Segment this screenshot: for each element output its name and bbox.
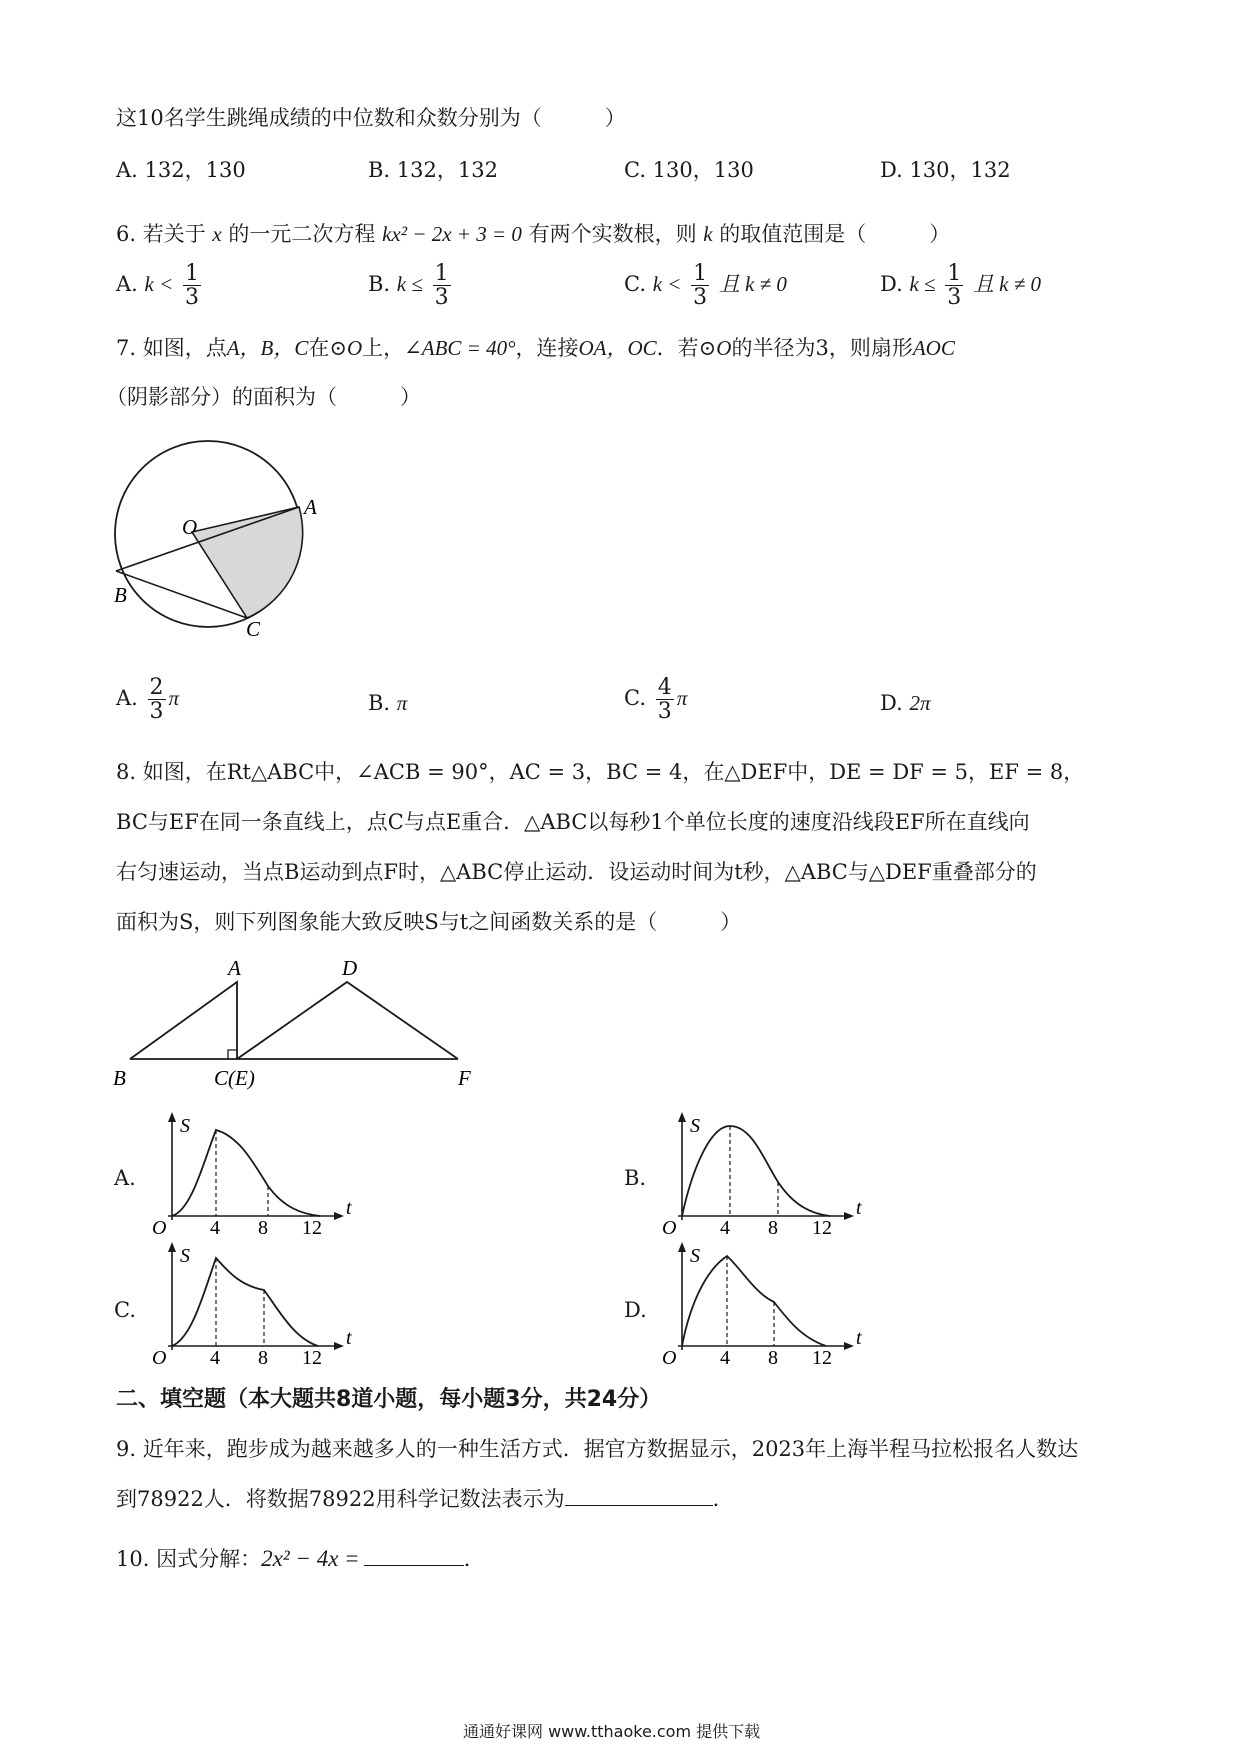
right-angle-mark (228, 1050, 237, 1059)
tick-label: 4 (210, 1347, 220, 1365)
option-relation: k ≤ (909, 272, 936, 297)
tick-label: 12 (812, 1347, 832, 1365)
option-label: C. (624, 272, 646, 297)
fraction (945, 262, 963, 309)
q8-triangles-figure (110, 955, 490, 1090)
graph-curve (172, 1130, 320, 1216)
q6-option-a (116, 262, 204, 309)
y-axis-arrow (678, 1112, 686, 1122)
page-footer: 通通好课网 www.tthaoke.com 提供下载 (463, 1722, 761, 1741)
fraction-numerator: 1 (693, 261, 708, 286)
tick-label: 8 (258, 1217, 268, 1235)
pi-symbol: π (168, 686, 180, 711)
fraction-numerator: 1 (184, 261, 199, 286)
y-axis-label: S (690, 1245, 700, 1267)
q7-line1 (116, 338, 955, 359)
tick-label: 8 (768, 1217, 778, 1235)
q8-line1: 8. 如图，在Rt△ABC中，∠ACB = 90°，AC = 3，BC = 4，在△DEF中，DE = DF = 5，EF = 8， (116, 760, 1085, 784)
q9-text: 到78922人．将数据78922用科学记数法表示为 (116, 1487, 565, 1511)
option-suffix: 且 k ≠ 0 (718, 272, 787, 297)
q7-circle-figure (100, 440, 340, 650)
tick-label: 8 (768, 1347, 778, 1365)
tick-label: 4 (210, 1217, 220, 1235)
x-axis-arrow (844, 1342, 854, 1350)
q7-angle: ∠ABC = 40° (404, 336, 516, 360)
label-c: C (246, 617, 261, 641)
fraction-numerator: 1 (947, 261, 962, 286)
y-axis-arrow (168, 1242, 176, 1252)
y-axis-arrow (678, 1242, 686, 1252)
q7-circle-name: O (716, 336, 732, 360)
graph-axes (152, 1112, 352, 1235)
q6-stem-pre: 6. 若关于 (116, 222, 206, 246)
pi-symbol: π (676, 686, 688, 711)
option-relation: k ≤ (396, 272, 423, 297)
x-axis-label: t (856, 1327, 862, 1349)
fraction (656, 676, 674, 723)
label-a: A (228, 956, 241, 980)
fraction-denominator: 3 (434, 285, 449, 311)
q7-option-d (880, 691, 930, 716)
q6-var-k: k (703, 222, 713, 246)
q6-equation: kx² − 2x + 3 = 0 (382, 222, 522, 246)
origin-label: O (662, 1217, 677, 1235)
y-axis-label: S (180, 1115, 190, 1137)
q7-segments: OA，OC (578, 336, 657, 360)
q7-text: ，连接 (515, 336, 579, 360)
option-label: B. (368, 272, 391, 297)
option-label: A. (116, 272, 138, 297)
fraction (691, 262, 709, 309)
q7-option-b (368, 691, 407, 716)
option-label: D. (880, 691, 903, 715)
q6-option-c (624, 262, 787, 309)
q6-stem-mid2: 有两个实数根，则 (528, 222, 697, 246)
tick-label: 4 (720, 1347, 730, 1365)
x-axis-label: t (346, 1197, 352, 1219)
q10-line (116, 1547, 485, 1570)
q7-text: 在⊙ (308, 336, 347, 360)
tick-label: 12 (302, 1217, 322, 1235)
q5-stem: 这10名学生跳绳成绩的中位数和众数分别为（ ） (116, 106, 626, 130)
q10-answer-blank[interactable] (364, 1564, 464, 1566)
label-ce: C(E) (214, 1066, 255, 1090)
q10-text: 10. 因式分解： (116, 1547, 262, 1571)
graph-curve (172, 1258, 318, 1346)
triangle-abc (130, 982, 237, 1059)
y-axis-label: S (180, 1245, 190, 1267)
q6-stem-mid: 的一元二次方程 (228, 222, 376, 246)
tick-label: 12 (812, 1217, 832, 1235)
fraction-numerator: 2 (149, 675, 164, 700)
label-b: B (114, 583, 127, 607)
graph-curve (682, 1126, 830, 1216)
fraction-numerator: 4 (657, 675, 672, 700)
q8-option-d: D. (624, 1298, 647, 1322)
q6-var-x: x (212, 222, 222, 246)
fraction-numerator: 1 (434, 261, 449, 286)
option-label: C. (624, 686, 646, 711)
q10-period: ． (463, 1547, 485, 1571)
origin-label: O (152, 1347, 167, 1365)
q8-option-a: A. (114, 1166, 136, 1190)
q5-option-c: C. 130，130 (624, 158, 754, 182)
q7-text: ．若⊙ (656, 336, 717, 360)
label-d: D (342, 956, 358, 980)
q8-graph-c (142, 1240, 362, 1365)
fraction (433, 262, 451, 309)
q10-expression: 2x² − 4x = (261, 1546, 360, 1571)
fraction-denominator: 3 (657, 699, 672, 725)
q6-stem (116, 224, 950, 245)
q7-circle-name: O (347, 336, 363, 360)
q6-option-b (368, 262, 454, 309)
q7-option-c (624, 676, 687, 723)
label-f: F (458, 1066, 471, 1090)
label-o: O (182, 515, 198, 539)
option-relation: k < (652, 272, 682, 297)
option-label: A. (116, 686, 138, 711)
q7-text: 7. 如图，点 (116, 336, 227, 360)
graph-axes (662, 1242, 862, 1365)
q9-period: ． (712, 1487, 734, 1511)
q6-option-d (880, 262, 1041, 309)
graph-curve (682, 1256, 826, 1346)
q9-line1: 9. 近年来，跑步成为越来越多人的一种生活方式．据官方数据显示，2023年上海半程马拉松报名人数达 (116, 1437, 1079, 1461)
q7-sector: AOC (912, 336, 955, 360)
option-value: 2π (909, 691, 931, 715)
origin-label: O (152, 1217, 167, 1235)
q7-text: 的半径为3，则扇形 (731, 336, 913, 360)
q8-graph-d (652, 1240, 872, 1365)
graph-axes (152, 1242, 352, 1365)
q8-line4: 面积为S，则下列图象能大致反映S与t之间函数关系的是（ ） (116, 910, 742, 934)
q5-option-d: D. 130，132 (880, 158, 1011, 182)
tick-label: 4 (720, 1217, 730, 1235)
tick-label: 12 (302, 1347, 322, 1365)
option-label: B. (368, 691, 391, 715)
x-axis-label: t (346, 1327, 352, 1349)
graph-axes (662, 1112, 862, 1235)
q8-graph-a (142, 1110, 362, 1235)
q8-line2: BC与EF在同一条直线上，点C与点E重合．△ABC以每秒1个单位长度的速度沿线段EF所在直线向 (116, 810, 1030, 834)
q7-option-a (116, 676, 179, 723)
q8-line3: 右匀速运动，当点B运动到点F时，△ABC停止运动．设运动时间为t秒，△ABC与△DEF重叠部分的 (116, 860, 1037, 884)
fraction (183, 262, 201, 309)
tick-label: 8 (258, 1347, 268, 1365)
q7-text: 上， (362, 336, 405, 360)
x-axis-label: t (856, 1197, 862, 1219)
q8-graph-b (652, 1110, 872, 1235)
fraction-denominator: 3 (947, 285, 962, 311)
q7-line2: （阴影部分）的面积为（ ） (106, 385, 421, 409)
y-axis-label: S (690, 1115, 700, 1137)
q8-option-b: B. (624, 1166, 647, 1190)
q5-option-b: B. 132，132 (368, 158, 498, 182)
sector-aoc (192, 507, 303, 618)
q6-stem-post: 的取值范围是（ ） (719, 222, 951, 246)
option-relation: k < (144, 272, 174, 297)
x-axis-arrow (334, 1342, 344, 1350)
fraction-denominator: 3 (693, 285, 708, 311)
q9-answer-blank[interactable] (565, 1504, 713, 1506)
option-value: π (396, 691, 408, 715)
section-2-title: 二、填空题（本大题共8道小题，每小题3分，共24分） (116, 1387, 662, 1412)
origin-label: O (662, 1347, 677, 1365)
q7-points: A，B，C (226, 336, 309, 360)
fraction-denominator: 3 (184, 285, 199, 311)
x-axis-arrow (334, 1212, 344, 1220)
q9-line2 (116, 1489, 734, 1510)
triangle-def (237, 982, 458, 1059)
q5-option-a: A. 132，130 (116, 158, 246, 182)
option-suffix: 且 k ≠ 0 (972, 272, 1042, 297)
y-axis-arrow (168, 1112, 176, 1122)
fraction (148, 676, 166, 723)
fraction-denominator: 3 (149, 699, 164, 725)
label-a: A (304, 495, 317, 519)
option-label: D. (880, 272, 903, 297)
q8-option-c: C. (114, 1298, 136, 1322)
label-b: B (113, 1066, 126, 1090)
x-axis-arrow (844, 1212, 854, 1220)
